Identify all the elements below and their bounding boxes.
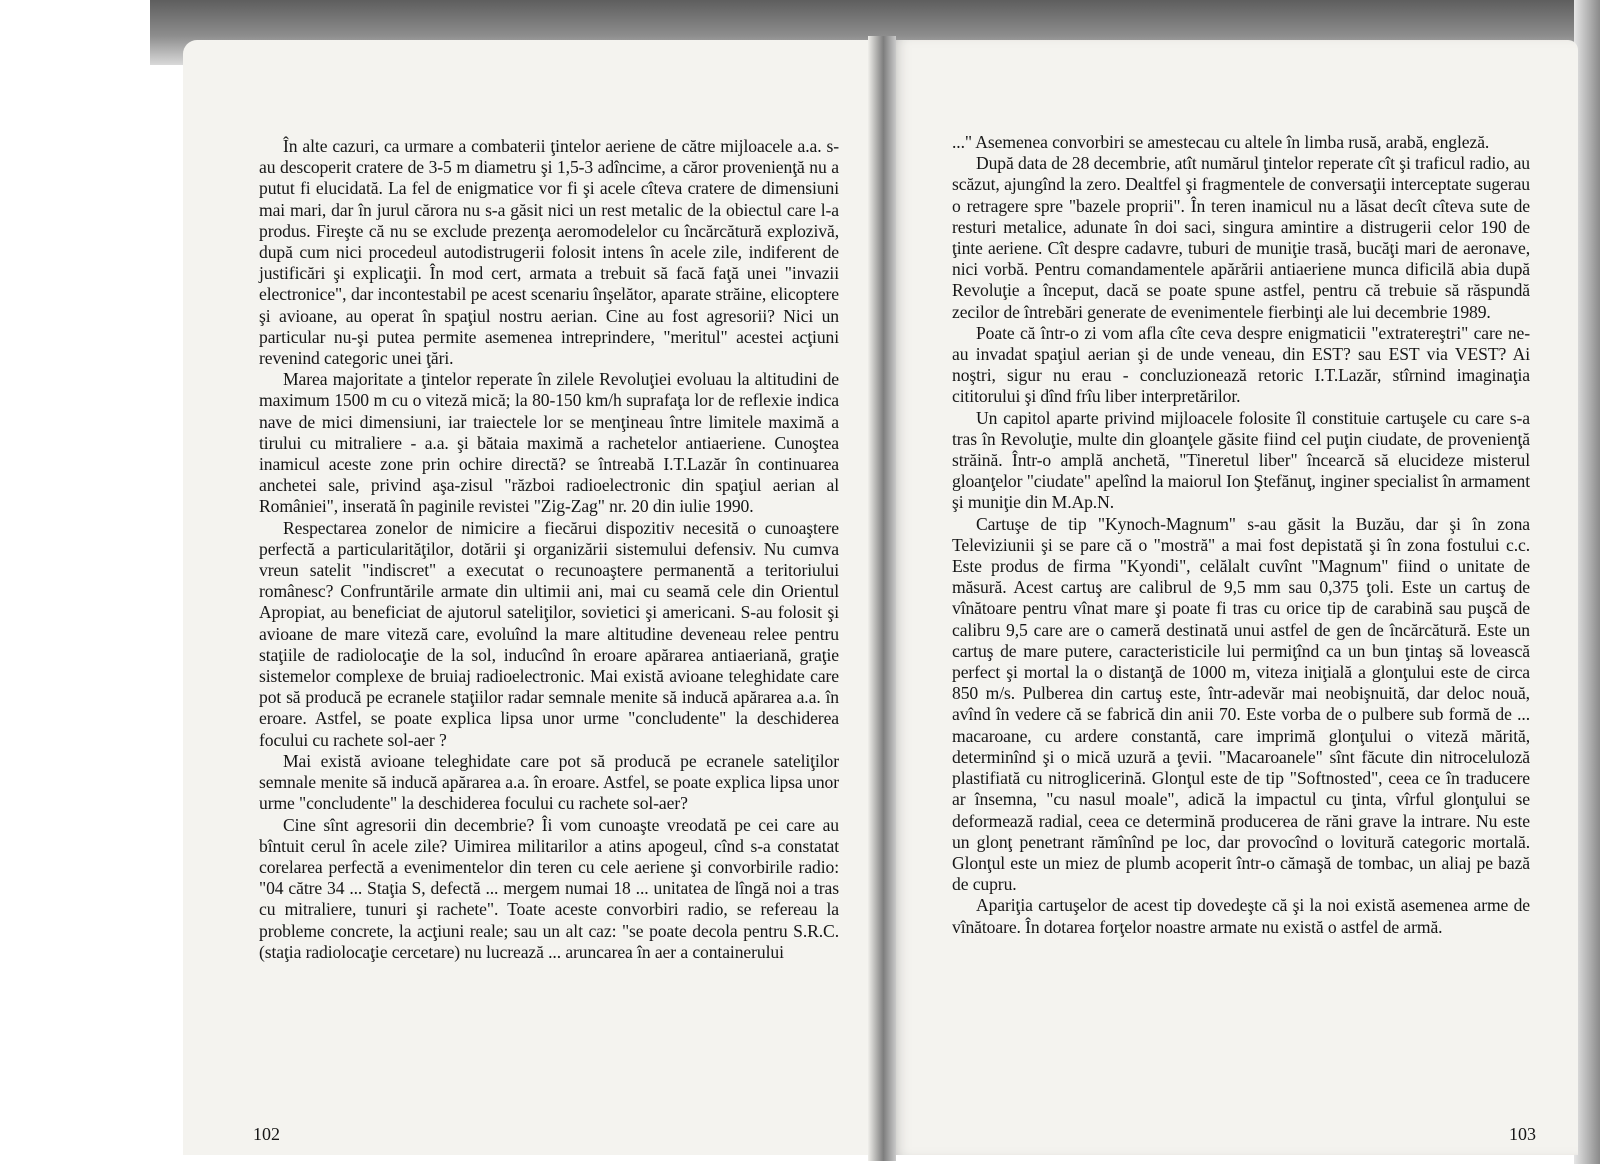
paragraph: Cartuşe de tip "Kynoch-Magnum" s-au găsit la Buzău, dar şi în zona Televiziunii şi se pare că o "mostră" a mai fost depistată şi în zona fostului c.c. Este produs de firma "Kyondi", celălalt cuvînt "Magnum" fiind o unitate de măsură. Acest cartuş are calibrul de 9,5 mm sau 0,375 ţoli. Este un cartuş de vînătoare pentru vînat mare şi poate fi tras cu orice tip de carabină sau puşcă de calibru 9,5 care are o cameră destinată unui astfel de gen de încărcătură. Este un cartuş de mare putere, caracteristicile lui permiţînd ca un bun ţintaş să lovească perfect şi mortal la o distanţă de 1000 m, viteza iniţială a glonţului este de circa 850 m/s. Pulberea din cartuş este, într-adevăr mai neobişnuită, dar deloc nouă, avînd în vedere că se fabrică din anii 70. Este vorba de o pulbere sub formă de ... macaroane, cu ardere constantă, care imprimă glonţului o viteză mărită, determinînd şi o mică uzură a ţevii. "Macaroanele" sînt făcute din nitroceluloză plastifiată cu nitroglicerină. Glonţul este de tip "Softnosted", ceea ce în traducere ar însemna, "cu nasul moale", adică la impactul cu ţinta, vîrful glonţului se deformează radial, ceea ce determină producerea de răni grave la intrare. Nu este un glonţ penetrant rămînînd pe loc, dar provocînd o lovitură categoric mortală. Glonţul este un miez de plumb acoperit într-o cămaşă de tombac, un aliaj pe bază de cupru. [952, 513, 1530, 895]
paragraph: Respectarea zonelor de nimicire a fiecărui dispozitiv necesită o cunoaştere perfectă a particularităţilor, dotării şi organizării sistemului defensiv. Nu cumva vreun satelit "indiscret" a executat o recunoaştere permanentă a teritoriului românesc? Confruntările armate din ultimii ani, mai cu seamă cele din Orientul Apropiat, au beneficiat de ajutorul sateliţilor, sovietici şi americani. S-au folosit şi avioane de mare viteză care, evoluînd la mare altitudine deveneau relee pentru staţiile de radiolocaţie de la sol, inducînd în eroare apărarea antiaeriană, graţie sistemelor complexe de bruiaj radioelectronic. Mai există avioane teleghidate care pot să producă pe ecranele staţiilor radar semnale menite să inducă apărarea a.a. în eroare. Astfel, se poate explica lipsa unor urme "concludente" la deschiderea focului cu rachete sol-aer ? [259, 517, 839, 750]
paragraph: Mai există avioane teleghidate care pot să producă pe ecranele sateliţilor semnale menite să inducă apărarea a.a. în eroare. Astfel, se poate explica lipsa unor urme "concludente" la deschiderea focului cu rachete sol-aer? [259, 750, 839, 814]
right-page [890, 40, 1578, 1155]
book-gutter [868, 36, 896, 1161]
page-number-left: 102 [253, 1124, 280, 1144]
right-page-text [952, 132, 1530, 938]
paragraph: Apariţia cartuşelor de acest tip dovedeşte că şi la noi există asemenea arme de vînătoare. În dotarea forţelor noastre armate nu există o astfel de armă. [952, 895, 1530, 937]
paragraph: ..." Asemenea convorbiri se amestecau cu altele în limba rusă, arabă, engleză. [952, 132, 1490, 152]
paragraph: Cine sînt agresorii din decembrie? Îi vom cunoaşte vreodată pe cei care au bîntuit cerul în acele zile? Uimirea militarilor a atins apogeul, cînd s-a constatat corelarea perfectă a evenimentelor din teren cu cele aeriene şi convorbirile radio: "04 către 34 ... Staţia S, defectă ... mergem numai 18 ... unitatea de lîngă noi a tras cu mitraliere, tunuri şi rachete". Toate aceste convorbiri radio, se refereau la probleme concrete, la acţiuni reale; sau un alt caz: "se poate decola pentru S.R.C. (staţia radiolocaţie cercetare) nu lucrează ... aruncarea în aer a containerului [259, 814, 839, 962]
paragraph: În alte cazuri, ca urmare a combaterii ţintelor aeriene de către mijloacele a.a. s-au descoperit cratere de 3-5 m diametru şi 1,5-3 adîncime, a căror provenienţă nu a putut fi elucidată. La fel de enigmatice vor fi şi acele cîteva cratere de dimensiuni mai mari, dar în jurul cărora nu s-a găsit nici un rest metalic de la obiectul care l-a produs. Fireşte că nu se exclude prezenţa aeromodelelor cu încărcătură explozivă, după cum nici procedeul autodistrugerii folosit intens în acele zile, indiferent de justificări şi explicaţii. În mod cert, armata a trebuit să facă faţă unei "invazii electronice", dar incontestabil pe acest scenariu înşelător, aparate străine, elicoptere şi avioane, au operat în spaţiul nostru aerian. Cine au fost agresorii? Nici un particular nu-şi putea permite asemenea intreprindere, "meritul" acestei acţiuni revenind categoric unei ţări. [259, 136, 839, 369]
left-page-text [259, 136, 839, 963]
paragraph: Poate că într-o zi vom afla cîte ceva despre enigmaticii "extratereştri" care ne-au invadat spaţiul aerian şi de unde veneau, din EST? sau EST via VEST? Ai noştri, sigur nu erau - concluzionează retoric I.T.Lazăr, stîrnind imaginaţia cititorului şi dînd frîu liber interpretărilor. [952, 322, 1530, 407]
left-page [183, 40, 873, 1155]
page-number-right: 103 [1509, 1124, 1536, 1144]
paragraph: Un capitol aparte privind mijloacele folosite îl constituie cartuşele cu care s-a tras în Revoluţie, multe din gloanţele găsite fiind cel puţin ciudate, de provenienţă străină. Într-o amplă anchetă, "Tineretul liber" încearcă să elucideze misterul gloanţelor "ciudate" apelînd la maiorul Ion Ştefănuţ, inginer specialist în armament şi muniţie din M.Ap.N. [952, 407, 1530, 513]
paragraph: După data de 28 decembrie, atît numărul ţintelor reperate cît şi traficul radio, au scăzut, ajungînd la zero. Dealtfel şi fragmentele de conversaţii interceptate sugerau o retragere spre "bazele proprii". În teren inamicul nu a lăsat decît cîteva sute de resturi metalice, adunate în doi saci, singura amintire a distrugerii celor 190 de ţinte aeriene. Cît despre cadavre, tuburi de muniţie trasă, bucăţi mari de aeronave, nici vorbă. Pentru comandamentele apărării antiaeriene munca dificilă abia după Revoluţie a început, dacă se poate spune astfel, pentru că trebuie să răspundă zecilor de întrebări generate de evenimentele fierbinţi ale lui decembrie 1989. [952, 153, 1530, 322]
paragraph: Marea majoritate a ţintelor reperate în zilele Revoluţiei evoluau la altitudini de maximum 1500 m cu o viteză mică; la 80-150 km/h suprafaţa lor de reflexie indica nave de mici dimensiuni, iar traiectele lor se menţineau între limitele maximă a tirului cu mitraliere - a.a. şi bătaia maximă a rachetelor antiaeriene. Cunoştea inamicul aceste zone prin ochire directă? se întreabă I.T.Lazăr în continuarea anchetei sale, privind aşa-zisul "război radioelectronic din spaţiul aerian al României", inserată în paginile revistei "Zig-Zag" nr. 20 din iulie 1990. [259, 369, 839, 517]
